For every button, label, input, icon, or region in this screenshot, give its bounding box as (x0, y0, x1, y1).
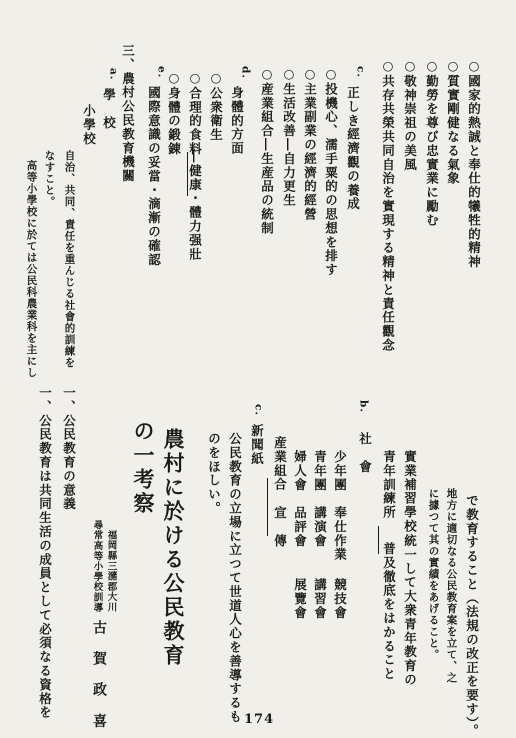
text-line: 少年團 (332, 450, 348, 492)
text-line: ○公衆衛生 (208, 70, 224, 142)
text-line: 婦人會 (292, 450, 308, 492)
page-number: 174 (244, 712, 275, 727)
text-line: ○主業副業の經濟的經營 (302, 66, 318, 222)
section-heading: 一、公民教育の意義 (61, 386, 77, 512)
text-line: のをほしい。 (206, 432, 222, 516)
text-line: ○質實剛健なる氣象 (445, 58, 461, 186)
author-name: 古 賀 政 喜 (91, 620, 107, 730)
text-line: で教育すること（法規の改正を要す）。 (464, 494, 480, 738)
section-heading: 三、農村公民教育機關 (120, 44, 136, 183)
text-line: 地方に適切なる公民教育案を立て、之 (445, 488, 458, 684)
text-line: 展覽會 (292, 578, 308, 620)
text-line: 講演會 (312, 506, 328, 548)
text-line: 競技會 (332, 578, 348, 620)
text-line: 青年團 (312, 450, 328, 492)
text-line: 小學校 (81, 104, 97, 146)
item-marker: c. (252, 404, 265, 417)
subheading: 身體的方面 (229, 86, 245, 156)
item-marker: c. (354, 66, 367, 79)
text-line: ○共存共榮共同自治を實現する精神と責任觀念 (380, 58, 396, 353)
author-affiliation: 福岡縣三瀦郡大川 (105, 530, 117, 613)
subheading: 正しき經濟觀の養成 (345, 86, 361, 212)
item-marker: d. (239, 66, 252, 79)
text-line: ○合理的食料 (187, 70, 203, 156)
subheading: 社 會 (357, 432, 373, 474)
text-line: 品評會 (292, 506, 308, 548)
text-line: ―健康・體力强壯 (187, 150, 203, 262)
author-affiliation: 尋常高等小學校訓導 (91, 520, 103, 613)
text-line: ○産業組合―生産品の統制 (259, 66, 275, 236)
brace (181, 152, 188, 196)
text-line: 青年訓練所 (381, 450, 397, 520)
text-line: ○勤勞を尊び忠實業に勵む (424, 58, 440, 228)
article-title: 農村に於ける公民教育 (161, 428, 186, 668)
text-line: 宣 傳 (272, 506, 288, 548)
item-marker: b. (357, 400, 370, 413)
text-line: ○國家的熱誠と奉仕的犧牲的精神 (466, 58, 482, 269)
text-line: 講習會 (312, 578, 328, 620)
text-line: なすこと。 (43, 150, 56, 208)
subheading: 新聞紙 (249, 424, 265, 466)
text-line: 實業補習學校 (402, 450, 418, 534)
text-line: ○投機心、濡手粟的の思想を排す (323, 66, 339, 277)
text-line: 産業組合 (272, 436, 288, 492)
subheading: 學 校 (101, 88, 117, 130)
item-marker: e. (155, 66, 168, 79)
text-line: 統一して大衆青年教育の (402, 534, 418, 687)
text-line: 自治、共同、責任を重んじる社會的訓練を (63, 150, 76, 369)
article-title: の一考察 (131, 420, 156, 516)
item-marker: a. (107, 68, 120, 81)
text-line: に據つて其の實績をあげること。 (427, 488, 440, 661)
text-line: 高等小學校に於ては公民科農業科を主にし (25, 160, 38, 379)
text-line: ○敬神崇祖の美風 (402, 58, 418, 172)
text-line: 一、公民教育は共同生活の成員として必須なる資格を (37, 386, 53, 720)
text-line: ○生活改善―自力更生 (281, 66, 297, 208)
text-line: 奉仕作業 (332, 506, 348, 562)
text-line: 國際意識の妥當・滴漸の確認 (146, 86, 162, 267)
text-line: 公民教育の立場に立つて世道人心を善導するも (227, 432, 243, 724)
text-line: 普及徹底をはかること (381, 542, 397, 681)
text-line: ○身體の鍛錬 (166, 70, 182, 156)
